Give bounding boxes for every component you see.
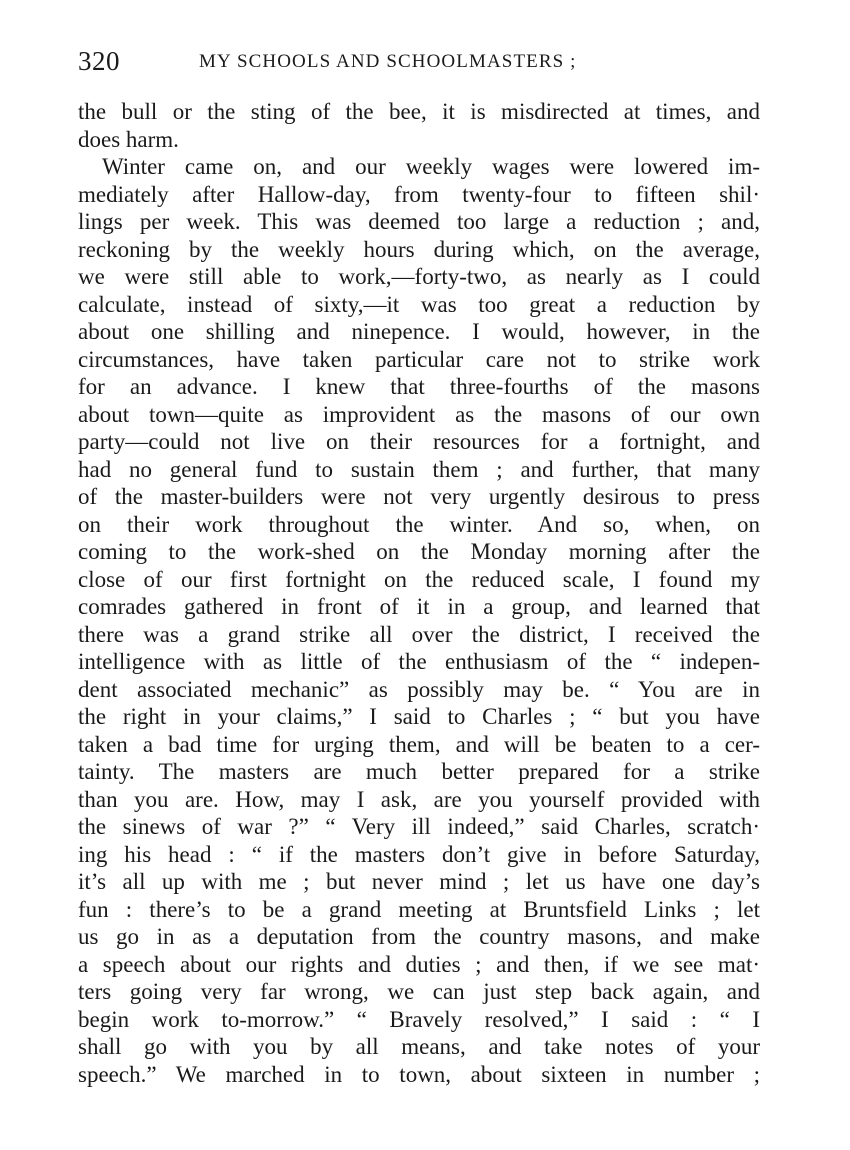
paragraph-first-line: Winter came on, and our weekly wages were lowered im- [102, 154, 760, 179]
text-line: fun : there’s to be a grand meeting at Bruntsfield Links ; let [78, 896, 760, 922]
text-line: circumstances, have taken particular care not to strike work [78, 346, 760, 372]
text-line: close of our first fortnight on the reduced scale, I found my [78, 566, 760, 592]
text-line: taken a bad time for urging them, and will be beaten to a cer- [78, 731, 760, 757]
text-line: the bull or the sting of the bee, it is misdirected at times, and [78, 99, 760, 124]
text-line: about one shilling and ninepence. I would, however, in the [78, 319, 760, 344]
page-number: 320 [78, 46, 120, 76]
text-line: party—could not live on their resources for a fortnight, and [78, 429, 760, 454]
text-line: reckoning by the weekly hours during which, on the average, [78, 236, 760, 262]
text-line: for an advance. I knew that three-fourths of the masons [78, 374, 760, 399]
text-line: dent associated mechanic” as possibly may be. “ You are in [78, 676, 760, 702]
text-line: of the master-builders were not very urgently desirous to press [78, 484, 760, 509]
text-line: about town—quite as improvident as the masons of our own [78, 401, 760, 427]
text-line: comrades gathered in front of it in a group, and learned that [78, 594, 760, 619]
text-line: the sinews of war ?” “ Very ill indeed,” said Charles, scratch· [78, 814, 760, 839]
text-line: calculate, instead of sixty,—it was too great a reduction by [78, 291, 760, 317]
text-line: us go in as a deputation from the country masons, and make [78, 924, 760, 949]
text-line: mediately after Hallow-day, from twenty-four to fifteen shil· [78, 181, 760, 207]
text-line: coming to the work-shed on the Monday morning after the [78, 539, 760, 564]
text-line: speech.” We marched in to town, about sixteen in number ; [78, 1061, 760, 1087]
text-line: a speech about our rights and duties ; and then, if we see mat· [78, 951, 760, 977]
text-line: ing his head : “ if the masters don’t give in before Saturday, [78, 841, 760, 867]
text-line: it’s all up with me ; but never mind ; let us have one day’s [78, 869, 760, 894]
text-line: tainty. The masters are much better prepared for a strike [78, 759, 760, 784]
text-line: lings per week. This was deemed too large a reduction ; and, [78, 209, 760, 234]
text-line: had no general fund to sustain them ; and further, that many [78, 456, 760, 482]
body-text [78, 98, 760, 1088]
text-line: we were still able to work,—forty-two, as nearly as I could [78, 264, 760, 289]
text-line: intelligence with as little of the enthusiasm of the “ indepen- [78, 649, 760, 674]
text-line: does harm. [78, 126, 179, 152]
running-head [78, 44, 760, 78]
text-line: there was a grand strike all over the district, I received the [78, 621, 760, 647]
text-line: begin work to-morrow.” “ Bravely resolved,” I said : “ I [78, 1006, 760, 1032]
text-line: the right in your claims,” I said to Charles ; “ but you have [78, 704, 760, 729]
text-line: ters going very far wrong, we can just step back again, and [78, 979, 760, 1004]
text-line: than you are. How, may I ask, are you yourself provided with [78, 786, 760, 812]
text-line: on their work throughout the winter. And so, when, on [78, 511, 760, 537]
running-title: MY SCHOOLS AND SCHOOLMASTERS ; [199, 51, 577, 72]
text-line: shall go with you by all means, and take notes of your [78, 1034, 760, 1059]
